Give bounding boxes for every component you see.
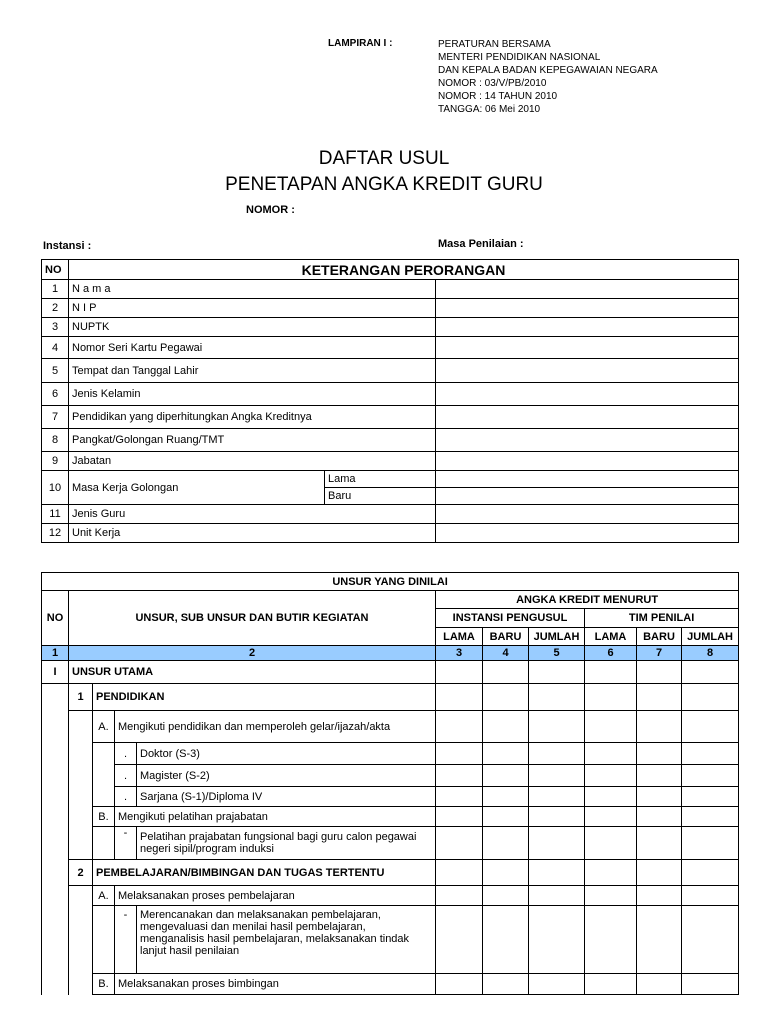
row-number: 7	[42, 406, 69, 429]
value-cell[interactable]	[483, 787, 529, 807]
nomor-label: NOMOR :	[246, 204, 295, 216]
row-number: I	[42, 661, 69, 684]
column-number: 1	[42, 646, 69, 661]
bullet: .	[115, 765, 137, 787]
column-number: 7	[637, 646, 682, 661]
value-cell[interactable]	[585, 827, 637, 860]
value-cell[interactable]	[529, 765, 585, 787]
value-cell[interactable]	[436, 765, 483, 787]
column-number: 2	[69, 646, 436, 661]
value-cell[interactable]	[637, 711, 682, 743]
row-number: 8	[42, 429, 69, 452]
value-cell[interactable]	[637, 787, 682, 807]
bullet: .	[115, 743, 137, 765]
value-cell[interactable]	[682, 765, 739, 787]
field-value-masa-kerja-baru[interactable]	[436, 488, 739, 505]
field-value-unit-kerja[interactable]	[436, 524, 739, 543]
value-cell[interactable]	[529, 886, 585, 906]
value-cell[interactable]	[483, 974, 529, 995]
field-value-jabatan[interactable]	[436, 452, 739, 471]
value-cell[interactable]	[483, 807, 529, 827]
regulation-line: NOMOR : 14 TAHUN 2010	[438, 91, 558, 102]
field-value-pendidikan[interactable]	[436, 406, 739, 429]
value-cell[interactable]	[637, 661, 682, 684]
row-number-spacer	[42, 684, 69, 995]
regulation-reference	[438, 38, 658, 116]
lampiran-label: LAMPIRAN I :	[328, 38, 393, 49]
field-label-unit-kerja: Unit Kerja	[69, 524, 436, 543]
butir-pendidikan-gelar: Mengikuti pendidikan dan memperoleh gelar/ijazah/akta	[115, 711, 436, 743]
field-value-nama[interactable]	[436, 280, 739, 299]
field-label-nama: N a m a	[69, 280, 436, 299]
field-label-nuptk: NUPTK	[69, 318, 436, 337]
regulation-line: DAN KEPALA BADAN KEPEGAWAIAN NEGARA	[438, 65, 658, 76]
row-number: 4	[42, 337, 69, 359]
unsur-table	[41, 572, 739, 995]
value-cell[interactable]	[529, 684, 585, 711]
value-cell[interactable]	[585, 807, 637, 827]
value-cell[interactable]	[682, 787, 739, 807]
field-label-jenis-kelamin: Jenis Kelamin	[69, 383, 436, 406]
value-cell[interactable]	[585, 765, 637, 787]
value-cell[interactable]	[529, 807, 585, 827]
value-cell[interactable]	[585, 906, 637, 974]
sub-unsur-spacer	[69, 711, 93, 860]
item-letter: B.	[93, 974, 115, 995]
sub-column-lama: LAMA	[585, 628, 637, 646]
value-cell[interactable]	[637, 827, 682, 860]
butir-sarjana: Sarjana (S-1)/Diploma IV	[137, 787, 436, 807]
value-cell[interactable]	[585, 886, 637, 906]
field-label-karpeg: Nomor Seri Kartu Pegawai	[69, 337, 436, 359]
instansi-pengusul-header: INSTANSI PENGUSUL	[436, 609, 585, 628]
value-cell[interactable]	[585, 974, 637, 995]
value-cell[interactable]	[436, 661, 483, 684]
row-number: 9	[42, 452, 69, 471]
row-number: 5	[42, 359, 69, 383]
value-cell[interactable]	[682, 860, 739, 886]
value-cell[interactable]	[529, 787, 585, 807]
regulation-line: MENTERI PENDIDIKAN NASIONAL	[438, 52, 601, 63]
item-letter: A.	[93, 886, 115, 906]
personal-header: KETERANGAN PERORANGAN	[69, 260, 739, 280]
value-cell[interactable]	[682, 974, 739, 995]
sub-unsur-number: 1	[69, 684, 93, 711]
value-cell[interactable]	[436, 974, 483, 995]
value-cell[interactable]	[436, 684, 483, 711]
regulation-line: NOMOR : 03/V/PB/2010	[438, 78, 547, 89]
field-label-masa-kerja: Masa Kerja Golongan	[69, 471, 325, 505]
column-number: 3	[436, 646, 483, 661]
row-number: 10	[42, 471, 69, 505]
regulation-line: PERATURAN BERSAMA	[438, 39, 551, 50]
value-cell[interactable]	[436, 906, 483, 974]
butir-pelatihan-prajabatan: Mengikuti pelatihan prajabatan	[115, 807, 436, 827]
value-cell[interactable]	[483, 827, 529, 860]
field-value-pangkat[interactable]	[436, 429, 739, 452]
regulation-line: TANGGA: 06 Mei 2010	[438, 104, 541, 115]
value-cell[interactable]	[637, 974, 682, 995]
masa-kerja-baru-label: Baru	[325, 488, 436, 505]
field-label-pendidikan: Pendidikan yang diperhitungkan Angka Kreditnya	[69, 406, 436, 429]
angka-kredit-header: ANGKA KREDIT MENURUT	[436, 591, 739, 609]
column-number: 4	[483, 646, 529, 661]
value-cell[interactable]	[436, 827, 483, 860]
sub-unsur-pendidikan: PENDIDIKAN	[93, 684, 436, 711]
butir-merencanakan-pembelajaran: Merencanakan dan melaksanakan pembelajaran, mengevaluasi dan menilai hasil pembelajaran, menganalisis hasil pembelajaran, melaksanakan tindak lanjut hasil penilaian	[137, 906, 436, 974]
sub-column-jumlah: JUMLAH	[529, 628, 585, 646]
field-label-nip: N I P	[69, 299, 436, 318]
value-cell[interactable]	[436, 860, 483, 886]
value-cell[interactable]	[637, 860, 682, 886]
item-letter: A.	[93, 711, 115, 743]
value-cell[interactable]	[436, 886, 483, 906]
row-number: 1	[42, 280, 69, 299]
value-cell[interactable]	[529, 974, 585, 995]
value-cell[interactable]	[436, 807, 483, 827]
butir-magister: Magister (S-2)	[137, 765, 436, 787]
row-number: 2	[42, 299, 69, 318]
sub-unsur-number: 2	[69, 860, 93, 886]
value-cell[interactable]	[529, 711, 585, 743]
bullet: -	[115, 906, 137, 974]
value-cell[interactable]	[682, 684, 739, 711]
field-value-nip[interactable]	[436, 299, 739, 318]
value-cell[interactable]	[585, 661, 637, 684]
value-cell[interactable]	[483, 886, 529, 906]
value-cell[interactable]	[529, 860, 585, 886]
sub-column-lama: LAMA	[436, 628, 483, 646]
value-cell[interactable]	[682, 827, 739, 860]
value-cell[interactable]	[483, 765, 529, 787]
sub-column-jumlah: JUMLAH	[682, 628, 739, 646]
value-cell[interactable]	[585, 743, 637, 765]
value-cell[interactable]	[585, 787, 637, 807]
value-cell[interactable]	[682, 886, 739, 906]
field-value-nuptk[interactable]	[436, 318, 739, 337]
field-value-masa-kerja-lama[interactable]	[436, 471, 739, 488]
sub-column-baru: BARU	[637, 628, 682, 646]
value-cell[interactable]	[637, 765, 682, 787]
row-number: 12	[42, 524, 69, 543]
value-cell[interactable]	[483, 684, 529, 711]
sub-unsur-pembelajaran: PEMBELAJARAN/BIMBINGAN DAN TUGAS TERTENTU	[93, 860, 436, 886]
value-cell[interactable]	[585, 684, 637, 711]
field-label-ttl: Tempat dan Tanggal Lahir	[69, 359, 436, 383]
field-value-ttl[interactable]	[436, 359, 739, 383]
butir-pelatihan-fungsional: Pelatihan prajabatan fungsional bagi guru calon pegawai negeri sipil/program induksi	[137, 827, 436, 860]
field-label-jenis-guru: Jenis Guru	[69, 505, 436, 524]
no-header: NO	[42, 591, 69, 646]
value-cell[interactable]	[585, 711, 637, 743]
value-cell[interactable]	[483, 860, 529, 886]
field-label-jabatan: Jabatan	[69, 452, 436, 471]
row-number: 11	[42, 505, 69, 524]
value-cell[interactable]	[529, 827, 585, 860]
field-label-pangkat: Pangkat/Golongan Ruang/TMT	[69, 429, 436, 452]
value-cell[interactable]	[682, 661, 739, 684]
instansi-label: Instansi :	[43, 240, 92, 252]
field-value-jenis-kelamin[interactable]	[436, 383, 739, 406]
item-letter: B.	[93, 807, 115, 827]
row-number: 3	[42, 318, 69, 337]
sub-column-baru: BARU	[483, 628, 529, 646]
value-cell[interactable]	[436, 787, 483, 807]
value-cell[interactable]	[637, 886, 682, 906]
value-cell[interactable]	[483, 906, 529, 974]
unsur-utama-label: UNSUR UTAMA	[69, 661, 436, 684]
value-cell[interactable]	[585, 860, 637, 886]
personal-info-table	[41, 259, 739, 543]
item-spacer	[93, 827, 115, 860]
unsur-column-header: UNSUR, SUB UNSUR DAN BUTIR KEGIATAN	[69, 591, 436, 646]
value-cell[interactable]	[637, 807, 682, 827]
value-cell[interactable]	[483, 743, 529, 765]
bullet: .	[115, 787, 137, 807]
value-cell[interactable]	[637, 684, 682, 711]
field-value-karpeg[interactable]	[436, 337, 739, 359]
butir-proses-bimbingan: Melaksanakan proses bimbingan	[115, 974, 436, 995]
document-subtitle: PENETAPAN ANGKA KREDIT GURU	[225, 174, 543, 195]
masa-kerja-lama-label: Lama	[325, 471, 436, 488]
value-cell[interactable]	[483, 711, 529, 743]
value-cell[interactable]	[529, 661, 585, 684]
column-number: 6	[585, 646, 637, 661]
item-spacer	[93, 743, 115, 807]
value-cell[interactable]	[682, 906, 739, 974]
bullet: -	[115, 827, 137, 860]
value-cell[interactable]	[529, 743, 585, 765]
item-spacer	[93, 906, 115, 974]
row-number: 6	[42, 383, 69, 406]
value-cell[interactable]	[637, 906, 682, 974]
value-cell[interactable]	[682, 743, 739, 765]
sub-unsur-spacer	[69, 886, 93, 995]
value-cell[interactable]	[682, 711, 739, 743]
column-number: 5	[529, 646, 585, 661]
value-cell[interactable]	[682, 807, 739, 827]
value-cell[interactable]	[483, 661, 529, 684]
column-number: 8	[682, 646, 739, 661]
masa-penilaian-label: Masa Penilaian :	[438, 238, 524, 250]
unsur-title: UNSUR YANG DINILAI	[42, 573, 739, 591]
value-cell[interactable]	[436, 743, 483, 765]
value-cell[interactable]	[637, 743, 682, 765]
butir-proses-pembelajaran: Melaksanakan proses pembelajaran	[115, 886, 436, 906]
butir-doktor: Doktor (S-3)	[137, 743, 436, 765]
value-cell[interactable]	[436, 711, 483, 743]
document-title: DAFTAR USUL	[318, 148, 450, 169]
field-value-jenis-guru[interactable]	[436, 505, 739, 524]
no-header: NO	[42, 260, 69, 280]
tim-penilai-header: TIM PENILAI	[585, 609, 739, 628]
value-cell[interactable]	[529, 906, 585, 974]
